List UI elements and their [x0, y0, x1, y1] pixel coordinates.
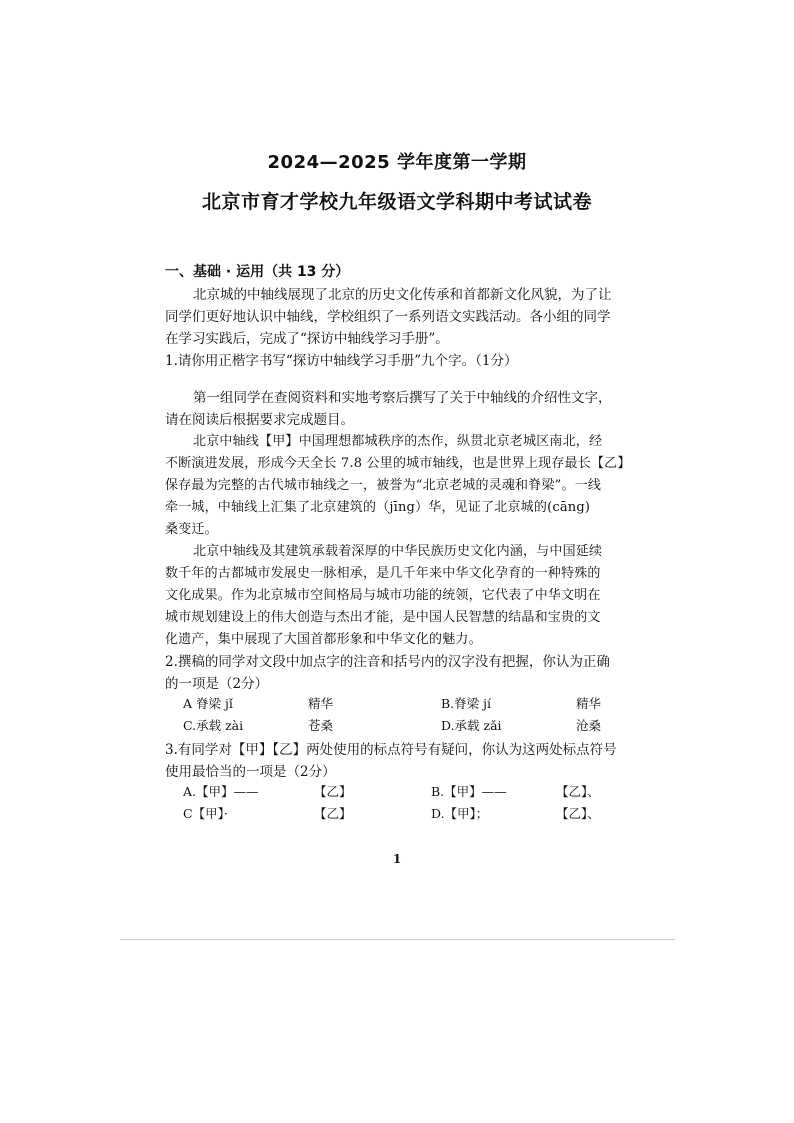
intro-line: 同学们更好地认识中轴线，学校组织了一系列语文实践活动。各小组的同学 [165, 309, 611, 325]
option-c: C.承载 zài [183, 718, 244, 733]
intro-line: 在学习实践后，完成了“探访中轴线学习手册”。 [165, 331, 449, 347]
passage-line: 文化成果。作为北京城市空间格局与城市功能的统领，它代表了中华文明在 [165, 588, 601, 603]
intro-line: 北京城的中轴线展现了北京的历史文化传承和首都新文化风貌，为了让 [193, 287, 612, 303]
passage-line: 北京中轴线【甲】中国理想都城秩序的杰作，纵贯北京老城区南北，经 [193, 434, 603, 449]
option-a: A.【甲】—— [183, 784, 259, 799]
option-a-mark: 【乙】 [314, 784, 352, 799]
option-b-word: 精华 [576, 696, 602, 711]
option-d: D.承载 zǎi [441, 718, 502, 733]
group-intro-line: 请在阅读后根据要求完成题目。 [165, 412, 354, 428]
option-b-mark: 【乙】、 [556, 784, 600, 799]
page-divider [120, 939, 675, 940]
passage-line: 牵一城，中轴线上汇集了北京建筑的（jīng）华，见证了北京城的(cāng) [165, 500, 591, 515]
option-d-word: 沧桑 [576, 718, 602, 733]
option-b: B.【甲】—— [431, 784, 507, 799]
section-heading: 一、基础 · 运用（共 13 分） [165, 264, 350, 280]
option-a-word: 精华 [308, 696, 334, 711]
passage-line: 数千年的古都城市发展史一脉相承，是几千年来中华文化孕育的一种特殊的 [165, 566, 601, 581]
question-3: 使用最恰当的一项是（2分） [165, 764, 336, 780]
group-intro-line: 第一组同学在查阅资料和实地考察后撰写了关于中轴线的介绍性文字， [193, 390, 612, 406]
option-b: B.脊梁 jí [441, 696, 492, 711]
question-2: 2.撰稿的同学对文段中加点字的注音和括号内的汉字没有把握，你认为正确 [165, 654, 610, 670]
question-1: 1.请你用正楷字书写“探访中轴线学习手册”九个字。（1分） [165, 353, 518, 369]
passage-line: 化遗产，集中展现了大国首都形象和中华文化的魅力。 [165, 632, 482, 647]
passage-line: 保存最为完整的古代城市轴线之一，被誉为“北京老城的灵魂和脊梁”。一线 [165, 478, 602, 493]
question-3: 3.有同学对【甲】【乙】两处使用的标点符号有疑问，你认为这两处标点符号 [165, 742, 617, 758]
exam-title: 北京市育才学校九年级语文学科期中考试试卷 [201, 191, 592, 213]
option-a: A 脊梁 jǐ [183, 696, 233, 711]
option-d-mark: 【乙】、 [556, 806, 600, 821]
passage-line: 城市规划建设上的伟大创造与杰出才能，是中国人民智慧的结晶和宝贵的文 [165, 610, 601, 625]
option-c: C【甲】· [183, 806, 228, 821]
question-2: 的一项是（2分） [165, 676, 269, 692]
passage-line: 不断演进发展，形成今天全长 7.8 公里的城市轴线，也是世界上现存最长【乙】 [165, 456, 631, 471]
option-c-word: 苍桑 [308, 718, 334, 733]
exam-title-year: 2024—2025 学年度第一学期 [267, 152, 527, 173]
passage-line: 北京中轴线及其建筑承载着深厚的中华民族历史文化内涵，与中国延续 [193, 544, 603, 559]
passage-line: 桑变迁。 [165, 522, 218, 537]
option-c-mark: 【乙】 [314, 806, 352, 821]
page-number: 1 [392, 852, 402, 866]
option-d: D.【甲】； [431, 806, 489, 821]
